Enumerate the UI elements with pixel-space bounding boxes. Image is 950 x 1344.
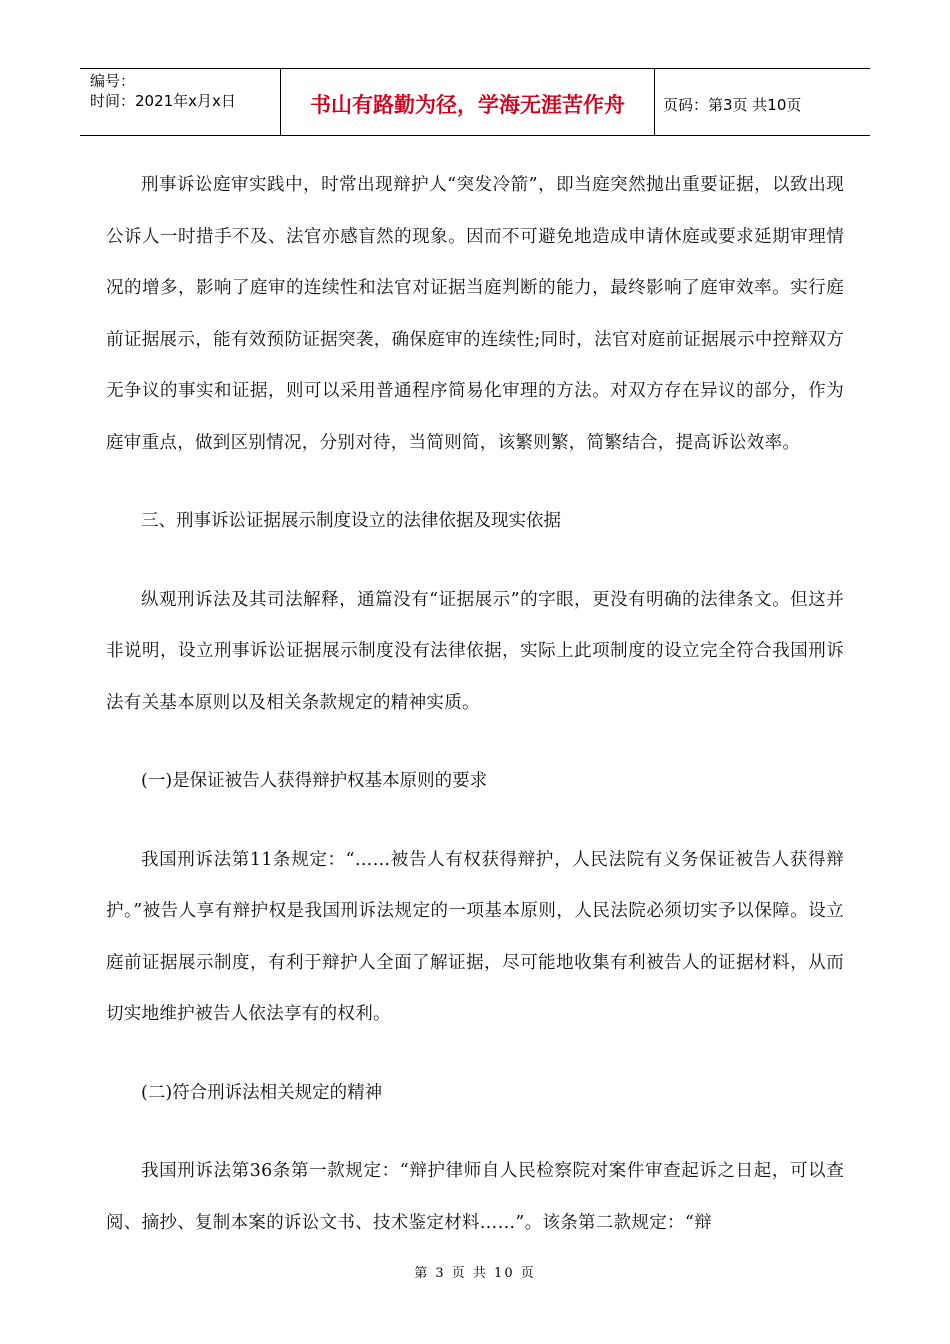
paragraph-2: 纵观刑诉法及其司法解释，通篇没有“证据展示”的字眼，更没有明确的法律条文。但这并非说明，设立刑事诉讼证据展示制度没有法律依据，实际上此项制度的设立完全符合我国刑诉法有关基本原则以及相关条款规定的精神实质。 [106, 589, 844, 713]
subsection-heading-2: (二)符合刑诉法相关规定的精神 [141, 1082, 383, 1103]
paragraph-1: 刑事诉讼庭审实践中，时常出现辩护人“突发冷箭”，即当庭突然抛出重要证据，以致出现公诉人一时措手不及、法官亦感盲然的现象。因而不可避免地造成申请休庭或要求延期审理情况的增多，影响了庭审的连续性和法官对证据当庭判断的能力，最终影响了庭审效率。实行庭前证据展示，能有效预防证据突袭，确保庭审的连续性;同时，法官对庭前证据展示中控辩双方无争议的事实和证据，则可以采用普通程序简易化审理的方法。对双方存在异议的部分，作为庭审重点，做到区别情况，分别对待，当简则简，该繁则繁，简繁结合，提高诉讼效率。 [106, 175, 844, 453]
document-body [106, 160, 844, 1249]
paragraph-4: 我国刑诉法第36条第一款规定：“辩护律师自人民检察院对案件审查起诉之日起，可以查阅、摘抄、复制本案的诉讼文书、技术鉴定材料……”。该条第二款规定：“辩 [106, 1161, 844, 1233]
header-meta-cell [80, 69, 281, 135]
subsection-heading-1: (一)是保证被告人获得辩护权基本原则的要求 [141, 771, 488, 791]
page-footer: 第 3 页 共 10 页 [414, 1266, 536, 1281]
header-table [80, 68, 870, 136]
header-page-info: 页码：第3页 共10页 [663, 95, 802, 114]
header-motto: 书山有路勤为径，学海无涯苦作舟 [281, 69, 655, 135]
section-heading-3: 三、刑事诉讼证据展示制度设立的法律依据及现实依据 [141, 511, 561, 531]
document-time-label: 时间：2021年x月x日 [90, 92, 236, 110]
document-number-label: 编号： [90, 72, 136, 90]
paragraph-3: 我国刑诉法第11条规定：“……被告人有权获得辩护，人民法院有义务保证被告人获得辩护。”被告人享有辩护权是我国刑诉法规定的一项基本原则，人民法院必须切实予以保障。设立庭前证据展示制度，有利于辩护人全面了解证据，尽可能地收集有利被告人的证据材料，从而切实地维护被告人依法享有的权利。 [106, 849, 844, 1024]
